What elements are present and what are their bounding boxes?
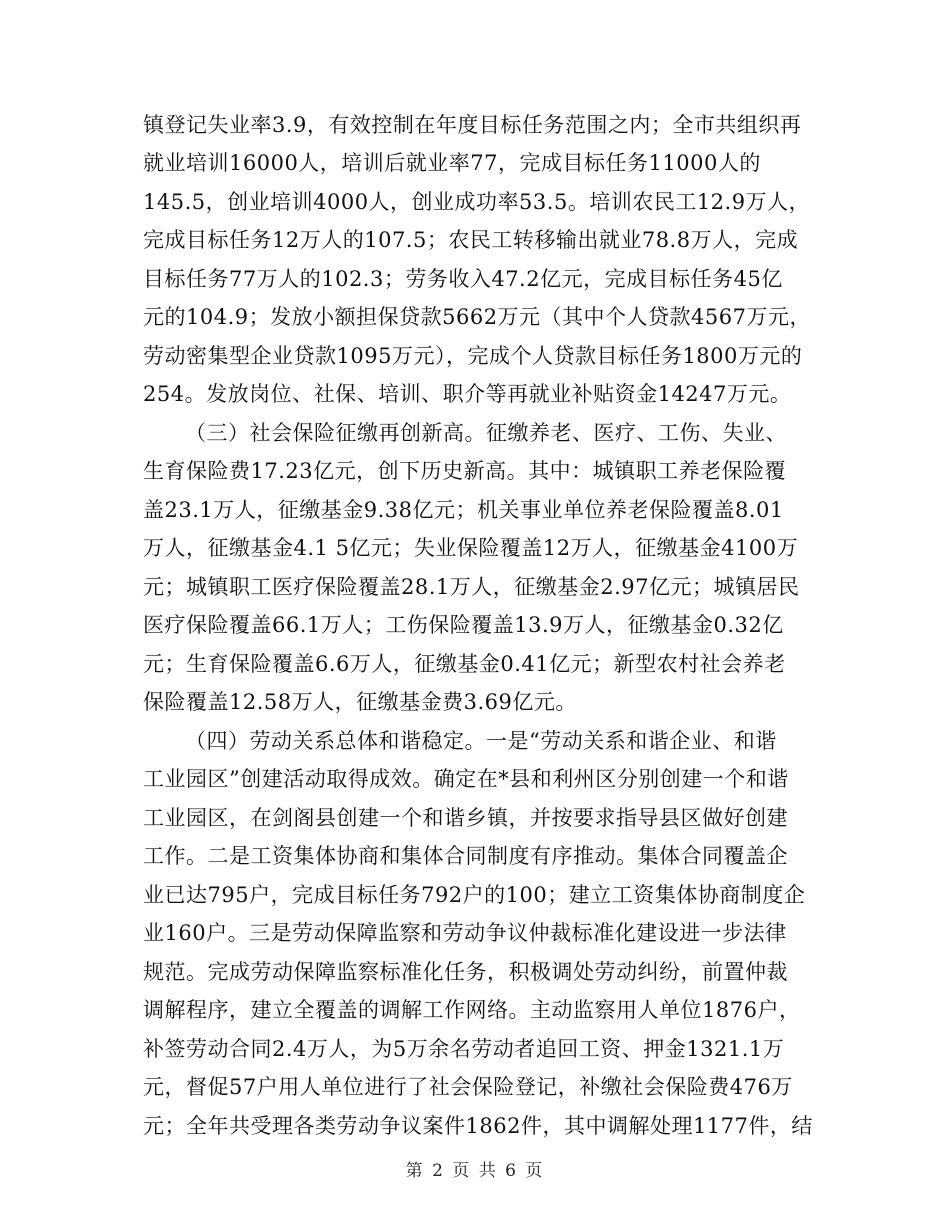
section-heading-4: （四）劳动关系总体和谐稳定。一是“劳动关系和谐企业、和谐 [185, 729, 777, 753]
text-line: 业160户。三是劳动保障监察和劳动争议仲裁标准化建设进一步法律 [143, 921, 787, 945]
text-line: 工业园区，在剑阁县创建一个和谐乡镇，并按要求指导县区做好创建 [143, 806, 788, 830]
text-line: 就业培训16000人，培训后就业率77，完成目标任务11000人的 [143, 151, 761, 175]
text-line: 万人，征缴基金4.1 5亿元；失业保险覆盖12万人，征缴基金4100万 [143, 536, 799, 560]
text-line: 工业园区”创建活动取得成效。确定在*县和利州区分别创建一个和谐 [143, 767, 789, 791]
text-line: 调解程序，建立全覆盖的调解工作网络。主动监察用人单位1876户， [143, 998, 801, 1022]
text-line: 生育保险费17.23亿元，创下历史新高。其中：城镇职工养老保险覆 [143, 459, 787, 483]
text-line: 元；城镇职工医疗保险覆盖28.1万人，征缴基金2.97亿元；城镇居民 [143, 575, 800, 599]
text-line: 254。发放岗位、社保、培训、职介等再就业补贴资金14247万元。 [143, 382, 792, 406]
text-line: 元；全年共受理各类劳动争议案件1862件，其中调解处理1177件，结 [143, 1114, 813, 1138]
text-line: 元，督促57户用人单位进行了社会保险登记，补缴社会保险费476万 [143, 1075, 793, 1099]
text-line: 完成目标任务12万人的107.5；农民工转移输出就业78.8万人，完成 [143, 228, 799, 252]
text-line: 劳动密集型企业贷款1095万元），完成个人贷款目标任务1800万元的 [143, 344, 803, 368]
text-line: 145.5，创业培训4000人，创业成功率53.5。培训农民工12.9万人， [143, 190, 811, 214]
section-heading-3: （三）社会保险征缴再创新高。征缴养老、医疗、工伤、失业、 [185, 421, 787, 445]
text-line: 补签劳动合同2.4万人，为5万余名劳动者追回工资、押金1321.1万 [143, 1037, 785, 1061]
page-number-footer: 第 2 页 共 6 页 [405, 1161, 545, 1181]
text-line: 元的104.9；发放小额担保贷款5662万元（其中个人贷款4567万元， [143, 305, 812, 329]
text-line: 业已达795户，完成目标任务792户的100；建立工资集体协商制度企 [143, 883, 806, 907]
text-line: 盖23.1万人，征缴基金9.38亿元；机关事业单位养老保险覆盖8.01 [143, 498, 784, 522]
text-line: 医疗保险覆盖66.1万人；工伤保险覆盖13.9万人，征缴基金0.32亿 [143, 613, 784, 637]
text-line: 元；生育保险覆盖6.6万人，征缴基金0.41亿元；新型农村社会养老 [143, 652, 786, 676]
text-line: 保险覆盖12.58万人，征缴基金费3.69亿元。 [143, 690, 577, 714]
text-line: 规范。完成劳动保障监察标准化任务，积极调处劳动纠纷，前置仲裁 [143, 960, 788, 984]
text-line: 工作。二是工资集体协商和集体合同制度有序推动。集体合同覆盖企 [143, 844, 788, 868]
text-line: 目标任务77万人的102.3；劳务收入47.2亿元，完成目标任务45亿 [143, 267, 783, 291]
text-line: 镇登记失业率3.9，有效控制在年度目标任务范围之内；全市共组织再 [143, 113, 802, 137]
